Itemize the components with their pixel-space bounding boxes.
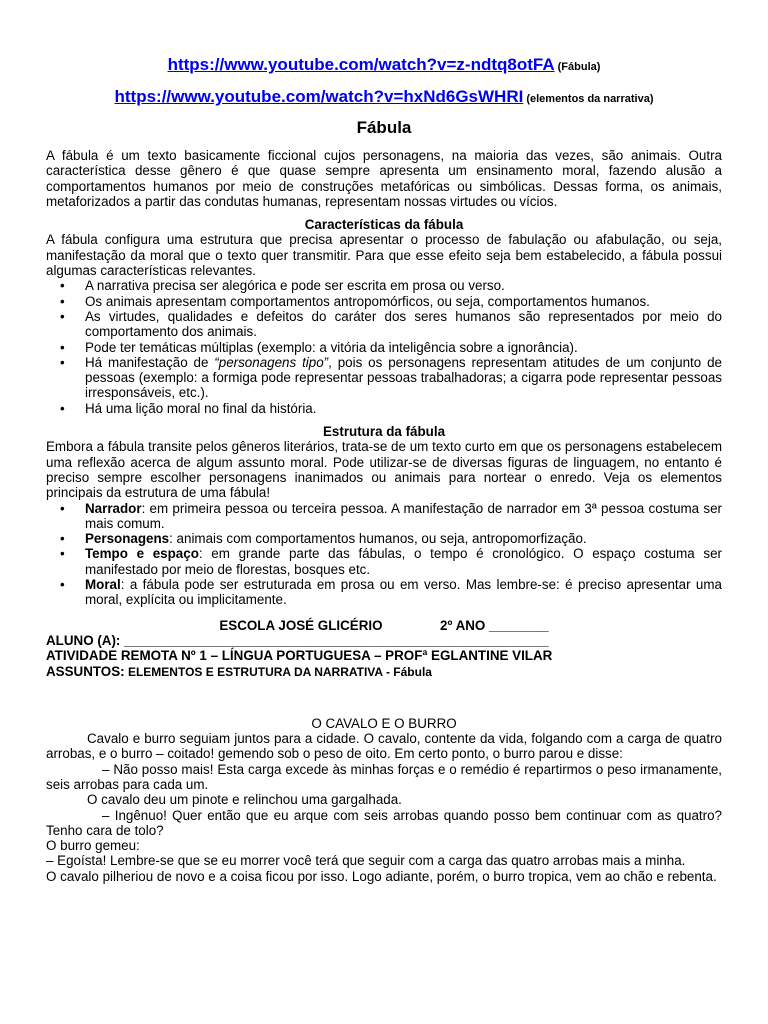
list-item [46, 294, 722, 309]
list-item-text: : animais com comportamentos humanos, ou seja, antropomorfização. [169, 531, 587, 547]
estrutura-paragraph: Embora a fábula transite pelos gêneros literários, trata-se de um texto curto em que os personagens estabelecem uma reflexão acerca de algum assunto moral. Pode utilizar-se de diversas figuras de linguagem, no entanto é preciso sempre escolher personagens inanimados ou animais para nortear o enredo. Veja os elementos principais da estrutura de uma fábula! [46, 439, 722, 501]
bullet-icon: • [60, 339, 65, 355]
bullet-icon: • [60, 546, 65, 562]
list-item-text: : a fábula pode ser estruturada em prosa ou em verso. Mas lembre-se: é preciso apresentar uma moral, explícita ou implicitamente. [85, 577, 722, 608]
school-line [46, 618, 722, 633]
video-link-note: (elementos da narrativa) [526, 93, 654, 105]
subject-label: ASSUNTOS: [46, 663, 125, 679]
list-item [46, 501, 722, 532]
list-item [46, 577, 722, 608]
list-item [46, 401, 722, 416]
caracteristicas-paragraph: A fábula configura uma estrutura que precisa apresentar o processo de fabulação ou afabulação, ou seja, manifestação da moral que o texto quer transmitir. Para que esse efeito seja bem estabelecido, a fábula possui algumas características relevantes. [46, 232, 722, 279]
caracteristicas-list [46, 278, 722, 416]
bullet-icon: • [60, 308, 65, 324]
list-item-text: , pois os personagens representam atitudes de um conjunto de pessoas (exemplo: a formiga pode representar pessoas trabalhadoras; a cigarra pode representar pessoas irresponsáveis, etc.). [85, 354, 722, 401]
list-item [46, 278, 722, 293]
page-title: Fábula [356, 118, 412, 137]
subject-main: ELEMENTOS E ESTRUTURA DA NARRATIVA [124, 664, 383, 679]
story-paragraph: Cavalo e burro seguiam juntos para a cidade. O cavalo, contente da vida, folgando com a carga de quatro arrobas, e o burro – coitado! gemendo sob o peso de oito. Em certo ponto, o burro parou e disse: [46, 731, 722, 762]
video-link-line-1 [46, 50, 722, 82]
story-paragraph: O burro gemeu: [46, 838, 140, 854]
subject-line [46, 664, 722, 680]
bullet-icon: • [60, 531, 65, 547]
video-link-line-2 [46, 82, 722, 114]
story-section [46, 716, 722, 884]
list-item-text: : em primeira pessoa ou terceira pessoa. A manifestação de narrador em 3ª pessoa costuma ser mais comum. [85, 500, 722, 531]
section-heading-estrutura: Estrutura da fábula [322, 424, 446, 440]
bullet-icon: • [60, 400, 65, 416]
student-name-line: ALUNO (A): _________________________________________________________ [46, 632, 549, 648]
list-item-emphasis: “personagens tipo” [214, 354, 329, 370]
story-paragraph: – Ingênuo! Quer então que eu arque com seis arrobas quando posso bem continuar com as quatro? Tenho cara de tolo? [46, 807, 722, 838]
estrutura-list [46, 501, 722, 608]
list-item [46, 340, 722, 355]
activity-header [46, 618, 722, 680]
activity-title: ATIVIDADE REMOTA Nº 1 – LÍNGUA PORTUGUESA – PROFª EGLANTINE VILAR [46, 648, 553, 664]
list-item-term: Tempo e espaço [85, 546, 199, 562]
subject-tail: - Fábula [382, 664, 432, 679]
list-item [46, 531, 722, 546]
list-item-term: Moral [85, 577, 121, 593]
list-item-text: Os animais apresentam comportamentos antropomórficos, ou seja, comportamentos humanos. [85, 293, 650, 309]
list-item-term: Narrador [85, 500, 142, 516]
list-item [46, 309, 722, 340]
list-item [46, 546, 722, 577]
list-item-term: Personagens [85, 531, 170, 547]
video-link-note: (Fábula) [557, 61, 601, 73]
section-heading-caracteristicas: Características da fábula [304, 217, 464, 233]
school-name: ESCOLA JOSÉ GLICÉRIO [219, 617, 383, 633]
story-paragraph: – Egoísta! Lembre-se que se eu morrer você terá que seguir com a carga das quatro arrobas mais a minha. [46, 853, 686, 869]
document-page [46, 50, 722, 884]
list-item [46, 355, 722, 401]
bullet-icon: • [60, 354, 65, 370]
list-item-text: : em grande parte das fábulas, o tempo é cronológico. O espaço costuma ser manifestado por meio de florestas, bosques etc. [85, 546, 722, 577]
story-paragraph: O cavalo deu um pinote e relinchou uma gargalhada. [87, 792, 402, 808]
list-item-text: A narrativa precisa ser alegórica e pode ser escrita em prosa ou verso. [85, 278, 505, 294]
grade-label: 2º ANO ________ [440, 617, 549, 633]
video-link-fabula[interactable]: https://www.youtube.com/watch?v=z-ndtq8otFA [167, 55, 555, 74]
story-paragraph: – Não posso mais! Esta carga excede às minhas forças e o remédio é repartirmos o peso irmanamente, seis arrobas para cada um. [46, 761, 722, 792]
list-item-text: Há manifestação de [85, 354, 215, 370]
video-link-elementos[interactable]: https://www.youtube.com/watch?v=hxNd6GsWHRI [114, 87, 524, 106]
list-item-text: Há uma lição moral no final da história. [85, 400, 317, 416]
bullet-icon: • [60, 577, 65, 593]
list-item-text: Pode ter temáticas múltiplas (exemplo: a vitória da inteligência sobre a ignorância). [85, 339, 578, 355]
story-paragraph: O cavalo pilheriou de novo e a coisa ficou por isso. Logo adiante, porém, o burro tropica, vem ao chão e rebenta. [46, 868, 717, 884]
bullet-icon: • [60, 293, 65, 309]
bullet-icon: • [60, 278, 65, 294]
story-title: O CAVALO E O BURRO [311, 715, 457, 731]
intro-paragraph: A fábula é um texto basicamente ficcional cujos personagens, na maioria das vezes, são animais. Outra característica desse gênero é que quase sempre apresenta um ensinamento moral, fazendo alusão a comportamentos humanos por meio de construções metafóricas ou simbólicas. Dessas forma, os animais, metaforizados a partir das condutas humanas, representam nossas virtudes ou vícios. [46, 148, 722, 209]
list-item-text: As virtudes, qualidades e defeitos do caráter dos seres humanos são representados por meio do comportamento dos animais. [85, 308, 722, 340]
bullet-icon: • [60, 500, 65, 516]
